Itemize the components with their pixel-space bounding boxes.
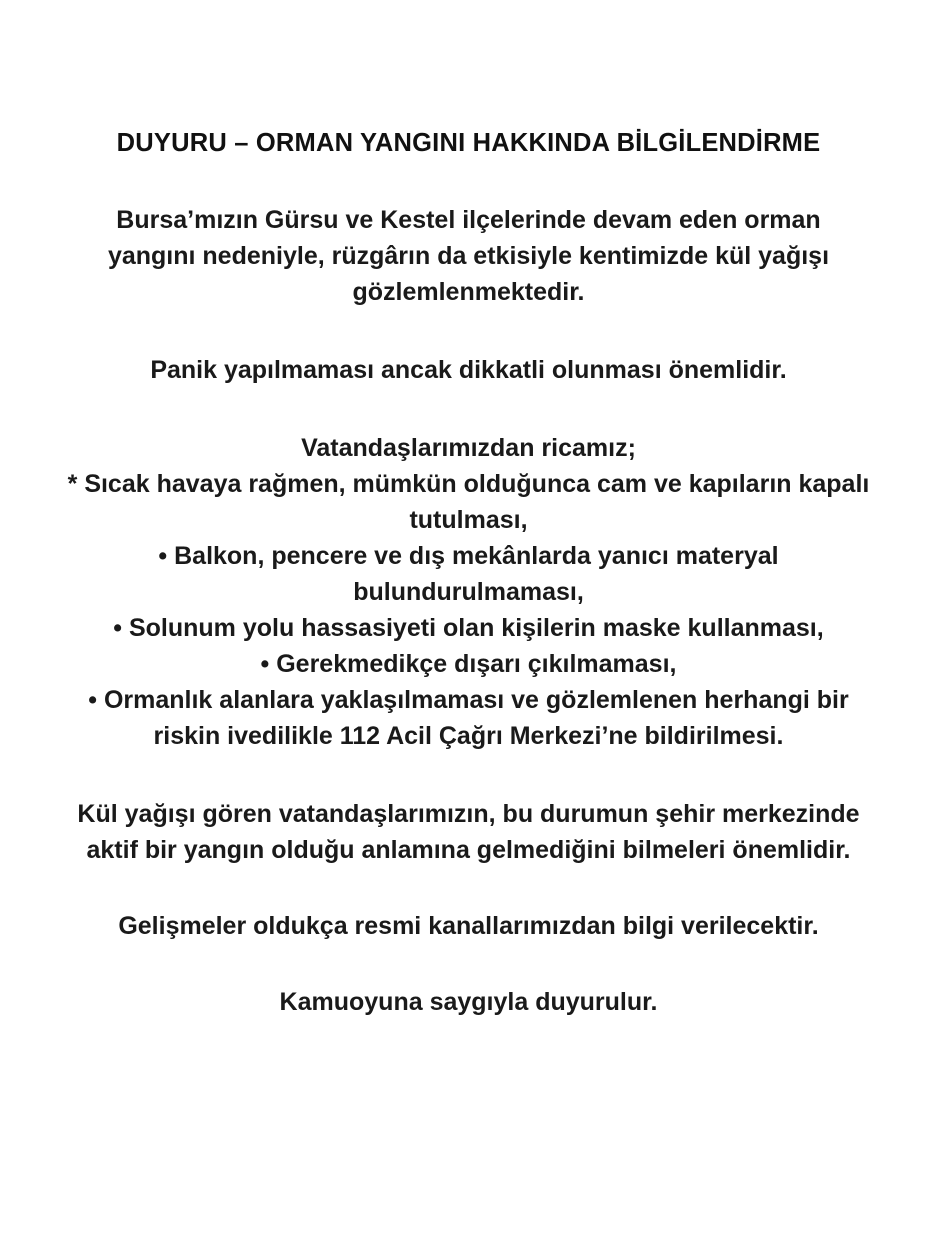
spacer	[56, 944, 881, 984]
list-item: • Balkon, pencere ve dış mekânlarda yanıcı materyal bulundurulmaması,	[158, 541, 779, 606]
spacer	[56, 310, 881, 352]
spacer	[56, 388, 881, 430]
spacer	[56, 754, 881, 796]
list-item: • Solunum yolu hassasiyeti olan kişilerin maske kullanması,	[113, 613, 824, 642]
paragraph-updates: Gelişmeler oldukça resmi kanallarımızdan bilgi verilecektir.	[118, 911, 819, 940]
paragraph-warning: Panik yapılmaması ancak dikkatli olunması önemlidir.	[150, 355, 787, 384]
paragraph-closing: Kamuoyuna saygıyla duyurulur.	[279, 987, 658, 1016]
paragraph-situation: Bursa’mızın Gürsu ve Kestel ilçelerinde devam eden orman yangını nedeniyle, rüzgârın da etkisiyle kentimizde kül yağışı gözlemlenmektedir.	[107, 205, 830, 306]
list-item: * Sıcak havaya rağmen, mümkün olduğunca cam ve kapıların kapalı tutulması,	[67, 469, 870, 534]
announcement-body	[56, 128, 881, 1020]
list-item: • Gerekmedikçe dışarı çıkılmaması,	[260, 649, 677, 678]
spacer	[56, 868, 881, 908]
paragraph-clarification: Kül yağışı gören vatandaşlarımızın, bu durumun şehir merkezinde aktif bir yangın olduğu anlamına gelmediğini bilmeleri önemlidir.	[77, 799, 860, 864]
recommendations-lead: Vatandaşlarımızdan ricamız;	[301, 433, 636, 462]
list-item: • Ormanlık alanlara yaklaşılmaması ve gözlemlenen herhangi bir riskin ivedilikle 112 Acil Çağrı Merkezi’ne bildirilmesi.	[88, 685, 849, 750]
page-title: DUYURU – ORMAN YANGINI HAKKINDA BİLGİLENDİRME	[116, 129, 821, 157]
recommendations-block	[56, 430, 881, 754]
